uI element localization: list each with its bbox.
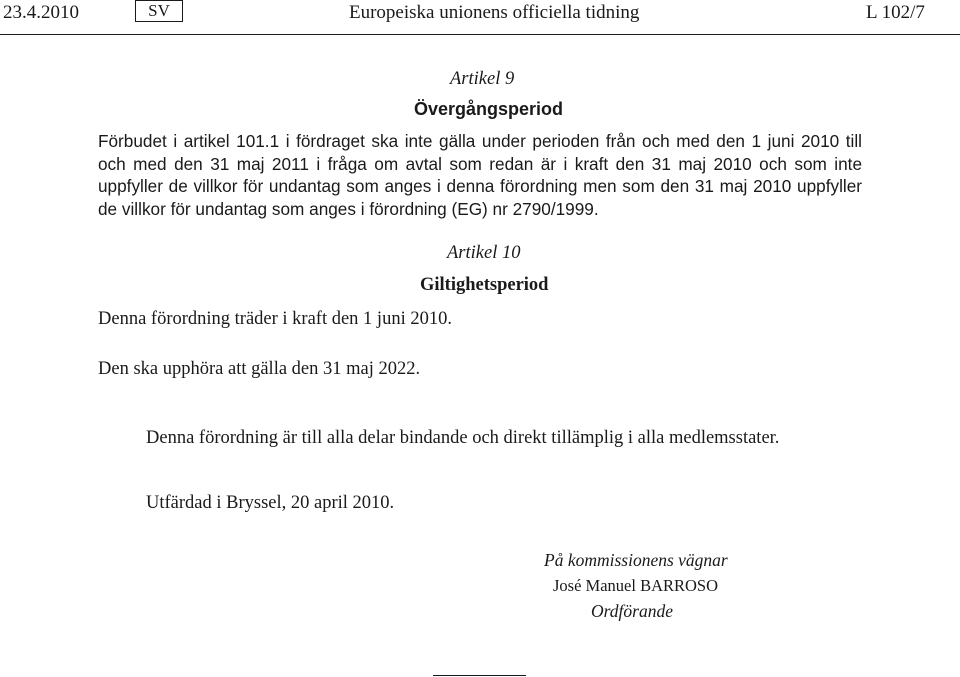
done-at-statement: Utfärdad i Bryssel, 20 april 2010. [146,493,395,513]
article-9-title: Övergångsperiod [414,99,564,119]
article-9-number: Artikel 9 [450,69,515,89]
binding-statement: Denna förordning är till alla delar bindande och direkt tillämplig i alla medlemsstater. [146,428,780,448]
article-10-paragraph-2: Den ska upphöra att gälla den 31 maj 2022. [98,359,421,379]
page-reference: L 102/7 [866,2,925,23]
journal-title: Europeiska unionens officiella tidning [349,2,640,23]
article-10-number: Artikel 10 [447,243,521,263]
signatory-role: Ordförande [591,601,673,621]
page-header [0,0,960,35]
footer-rule [433,675,526,676]
signatory-name: José Manuel BARROSO [553,576,719,595]
header-date: 23.4.2010 [3,2,79,23]
article-10-paragraph-1: Denna förordning träder i kraft den 1 juni 2010. [98,309,452,329]
article-9-text: Förbudet i artikel 101.1 i fördraget ska inte gälla under perioden från och med den 1 juni 2010 till och med den 31 maj 2011 i fråga om avtal som redan är i kraft den 31 maj 2010 och som inte uppfyller de villkor för undantag som anges i denna förordning men som den 31 maj 2010 uppfyller de villkor för undantag som anges i förordning (EG) nr 2790/1999. [98,131,862,219]
signature-on-behalf: På kommissionens vägnar [544,550,728,570]
article-10-title: Giltighetsperiod [420,275,549,295]
language-badge: SV [135,0,183,22]
